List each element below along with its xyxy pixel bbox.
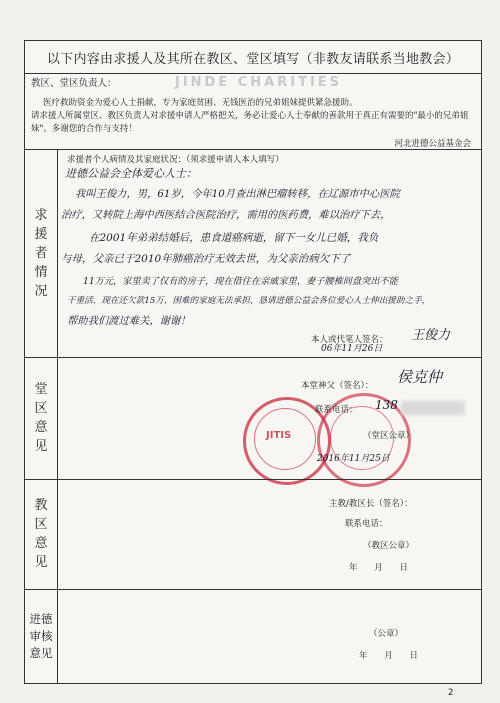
watermark-text: JINDE CHARITIES xyxy=(175,75,343,90)
church-date: 2016年11月25日 xyxy=(317,454,390,464)
handwritten-line: 与母，父亲已于2010年肺癌治疗无效去世，为父亲治病欠下了 xyxy=(61,253,351,265)
church-seal-label: （堂区公章） xyxy=(363,431,415,441)
handwritten-line: 11万元，家里卖了仅有的房子，现在借住在亲戚家里，妻子腰椎间盘突出不能 xyxy=(83,276,398,287)
phone-label: 联系电话： xyxy=(315,405,358,415)
applicant-date: 06年11月26日 xyxy=(321,344,383,354)
jinde-review-section xyxy=(59,589,479,683)
diocese-opinion-section xyxy=(59,479,479,589)
priest-signature: 侯克仲 xyxy=(397,368,443,386)
parish-notice-body-2: 请求援人所属堂区、教区负责人对求援申请人严格把关，务必让爱心人士奉献的善款用于真正有需要的"最小的兄弟姐妹"。多谢您的合作与支持！ xyxy=(31,111,469,134)
parish-notice-title: 教区、堂区负责人： xyxy=(31,78,117,89)
handwritten-line: 进德公益会全体爱心人士： xyxy=(65,167,197,180)
bishop-signature-label: 主教/教区长（签名）： xyxy=(329,499,413,509)
church-opinion-section xyxy=(59,357,479,479)
page-number: 2 xyxy=(448,688,454,698)
diocese-seal-label: （教区公章） xyxy=(363,541,415,551)
handwritten-line: 在2001年弟弟结婚后，患食道癌病逝，留下一女儿已婚，我负 xyxy=(89,232,379,244)
handwritten-line: 我叫王俊力，男，61岁，今年10月查出淋巴瘤转移，在辽源市中心医院 xyxy=(75,188,400,200)
diocese-date-placeholder: 年 月 日 xyxy=(349,563,408,573)
applicant-signature: 王俊力 xyxy=(411,328,451,343)
priest-signature-label: 本堂神父（签名）： xyxy=(301,381,374,391)
handwritten-line: 治疗，又转院上海中西医结合医院治疗，需用的医药费，难以治疗下去， xyxy=(61,209,391,221)
priest-phone: 138 xyxy=(375,398,398,412)
applicant-situation-label: 求 援 者 情 况 xyxy=(34,207,48,299)
applicant-situation-section xyxy=(59,149,479,357)
church-opinion-label: 堂 区 意 见 xyxy=(34,382,48,454)
signature-label: 本人或代笔人签名： xyxy=(311,335,388,345)
handwritten-line: 干重活，现在还欠款15万，困难的家庭无法承担，恳请进德公益会各位爱心人士伸出援助之手， xyxy=(67,296,431,306)
foundation-name: 河北进德公益基金会 xyxy=(394,139,471,149)
applicant-instruction: 求援者个人病情及其家庭状况：（须求援申请人本人填写） xyxy=(67,155,284,165)
diocese-opinion-label: 教 区 意 见 xyxy=(34,498,48,570)
parish-notice-section xyxy=(25,73,481,149)
parish-notice-body-1: 医疗救助资金为爱心人士捐献，专为家庭贫困、无钱医治的兄弟姐妹提供紧急援助。 xyxy=(43,98,358,108)
jinde-review-label: 进 德 审 核 意 见 xyxy=(29,611,53,660)
label-column-divider xyxy=(57,149,58,683)
handwritten-line: 帮助我们渡过难关，谢谢！ xyxy=(67,315,191,327)
application-form xyxy=(24,40,482,684)
redacted-phone-digits xyxy=(401,401,465,415)
form-header-title: 以下内容由求援人及其所在教区、堂区填写（非教友请联系当地教会） xyxy=(46,51,460,67)
stamp-text: JITIS xyxy=(266,430,292,441)
jinde-date-placeholder: 年 月 日 xyxy=(359,651,418,661)
jinde-seal-label: （公章） xyxy=(369,629,404,639)
diocese-phone-label: 联系电话： xyxy=(345,519,388,529)
